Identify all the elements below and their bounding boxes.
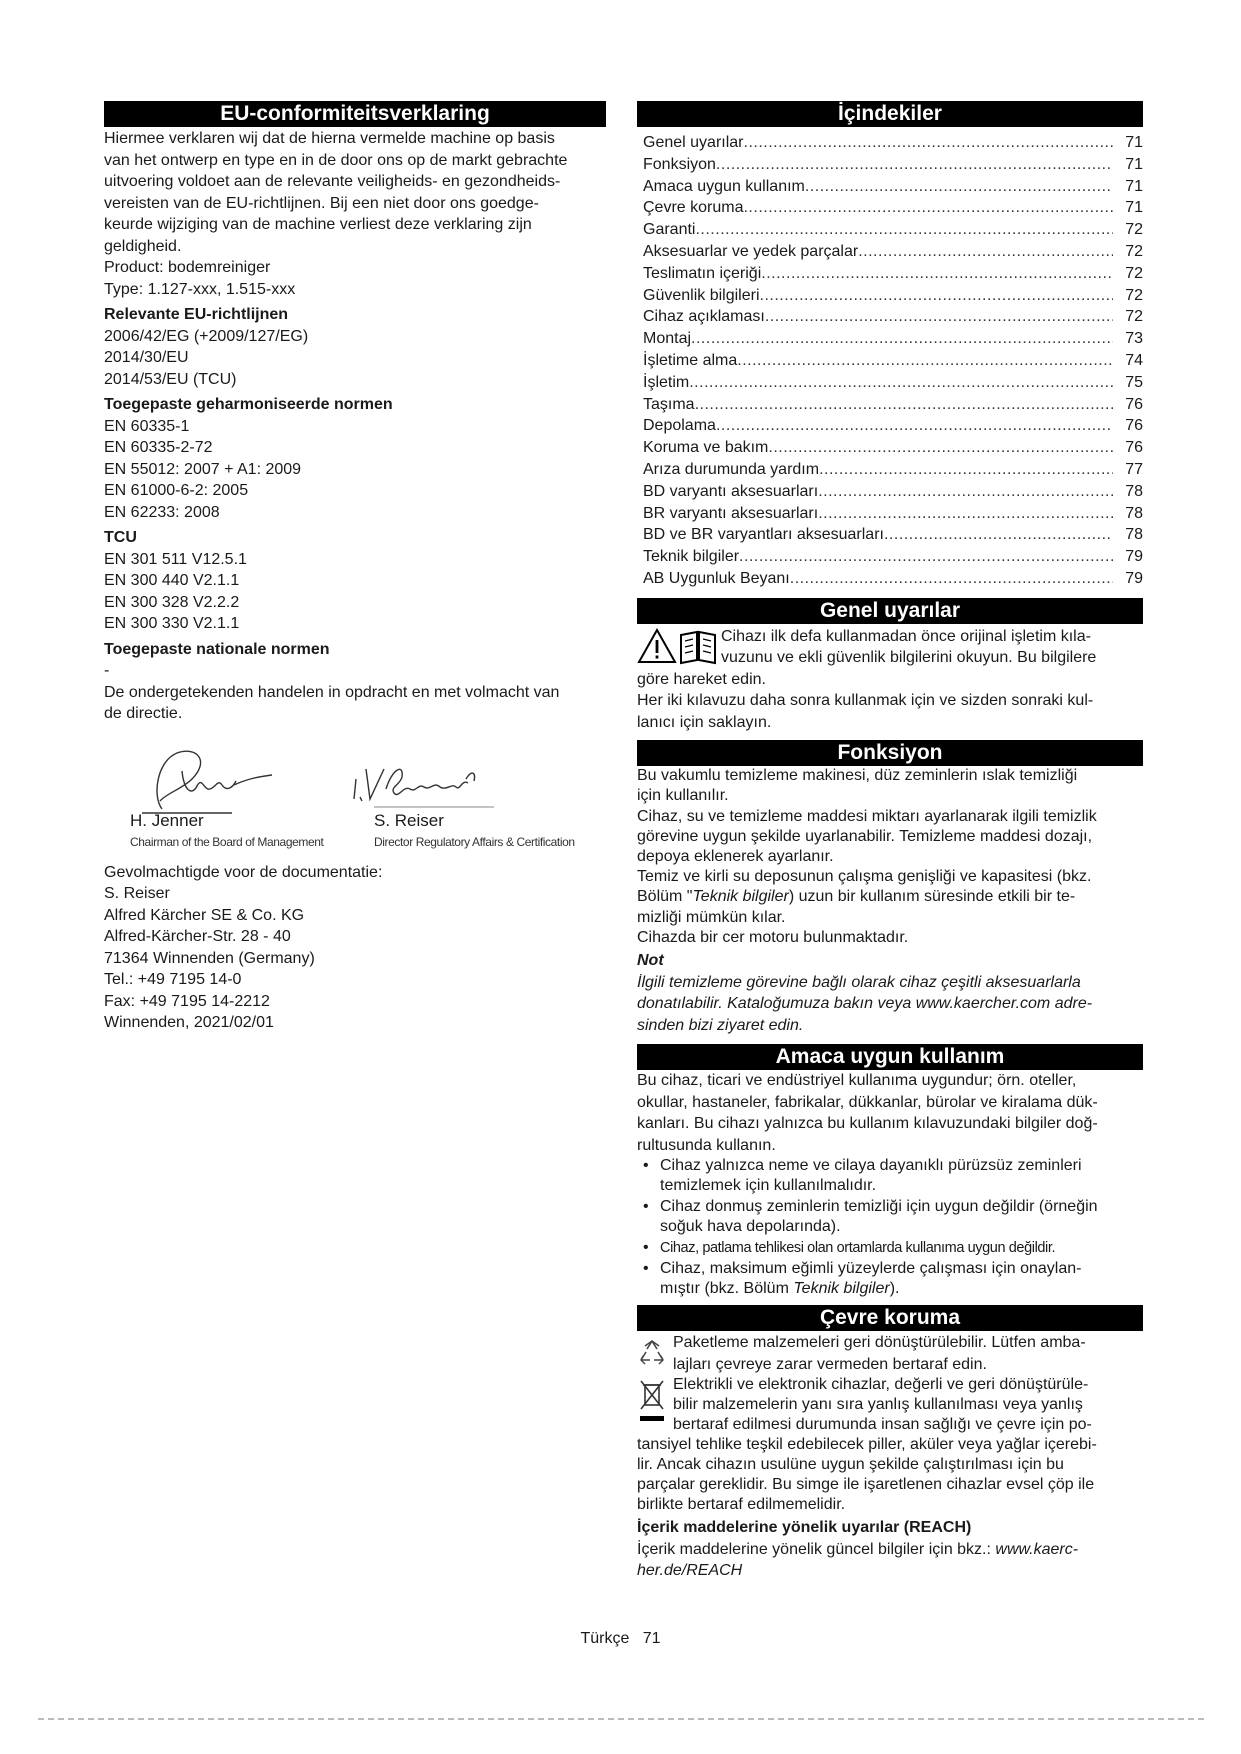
- weee-text: Elektrikli ve elektronik cihazlar, değerli ve geri dönüştürüle- bilir malzemelerin yanı sıra yanlış kullanılması veya yanlış bertaraf edilmesi durumunda insan sağlığı ve çevre için po-: [673, 1376, 1092, 1434]
- toc-item[interactable]: Garanti ..... 72: [643, 219, 1143, 241]
- general-warning-tail: göre hareket edin.: [637, 670, 766, 688]
- reach-link-continued[interactable]: her.de/REACH: [637, 1562, 743, 1580]
- national-value: -: [104, 662, 110, 679]
- keep-manuals-text: Her iki kılavuzu daha sonra kullanmak için ve sizden sonraki kul- lanıcı için saklayın.: [637, 692, 1094, 731]
- eu-declaration-heading: EU-conformiteitsverklaring: [104, 101, 606, 127]
- reach-text: İçerik maddelerine yönelik güncel bilgiler için bkz.: www.kaerc- her.de/REACH: [637, 1539, 1143, 1582]
- intended-use-heading: Amaca uygun kullanım: [637, 1044, 1143, 1070]
- signature-reiser: [344, 749, 504, 819]
- toc-item[interactable]: Depolama ..... 76: [643, 415, 1143, 437]
- harmonised-list: EN 60335-1 EN 60335-2-72 EN 55012: 2007 + A1: 2009 EN 61000-6-2: 2005 EN 62233: 2008: [104, 417, 302, 521]
- toc-item[interactable]: Teslimatın içeriği ..... 72: [643, 263, 1143, 285]
- crossed-bin-icon: [637, 1379, 673, 1428]
- intended-use-text: Bu cihaz, ticari ve endüstriyel kullanıma uygundur; örn. oteller, okullar, hastaneler, fabrikalar, dükkanlar, bürolar ve kiralama dük- kanları. Bu cihazı yalnızca bu kullanım kılavuzundaki bilgiler doğ- rultusunda kullanın.: [637, 1072, 1098, 1154]
- toc-item[interactable]: BD varyantı aksesuarları ..... 78: [643, 481, 1143, 503]
- toc-item[interactable]: AB Uygunluk Beyanı ..... 79: [643, 568, 1143, 590]
- general-warning-text: Cihazı ilk defa kullanmadan önce orijinal işletim kıla- vuzunu ve ekli güvenlik bilgilerini okuyun. Bu bilgilere: [721, 627, 1097, 667]
- eu-declaration-column: [104, 101, 606, 1034]
- toc-item[interactable]: Güvenlik bilgileri ..... 72: [643, 285, 1143, 307]
- directives-list: 2006/42/EG (+2009/127/EG) 2014/30/EU 2014/53/EU (TCU): [104, 327, 309, 388]
- table-of-contents: [643, 132, 1143, 590]
- eu-declaration-intro: Hiermee verklaren wij dat de hierna vermelde machine op basis van het ontwerp en type en in de door ons op de markt gebrachte uitvoering voldoet aan de relevante veiligheids- en gezondheids- vereisten van de EU-richtlijnen. Bij een niet door ons goedge- keurde wijziging van de machine verliest deze verklaring zijn geldigheid.: [104, 130, 568, 255]
- tcu-list: EN 301 511 V12.5.1 EN 300 440 V2.1.1 EN 300 328 V2.2.2 EN 300 330 V2.1.1: [104, 550, 247, 632]
- reach-link[interactable]: www.kaerc-: [995, 1540, 1079, 1558]
- technical-data-link[interactable]: Teknik bilgiler: [793, 1280, 890, 1298]
- general-warning-row: [637, 624, 1143, 669]
- recycling-icon: [637, 1338, 673, 1371]
- toc-item[interactable]: Çevre koruma ..... 71: [643, 197, 1143, 219]
- list-item: • Cihaz yalnızca neme ve cilaya dayanıklı pürüzsüz zeminleri temizlemek için kullanılmalıdır.: [637, 1156, 1143, 1196]
- toc-item[interactable]: İşletime alma ..... 74: [643, 350, 1143, 372]
- page-bottom-divider: [38, 1718, 1204, 1720]
- harmonised-title: Toegepaste geharmoniseerde normen: [104, 396, 393, 413]
- tcu-title: TCU: [104, 529, 137, 546]
- weee-row: [637, 1375, 1143, 1435]
- function-text: Bu vakumlu temizleme makinesi, düz zeminlerin ıslak temizliği için kullanılır. Cihaz, su ve temizleme maddesi miktarı ayarlanarak ilgili temizlik görevine uygun şekilde uyarlanabilir. Temizleme maddesi dozajı, depoya eklenerek ayarlanır. Temiz ve kirli su deposunun çalışma genişliği ve kapasitesi (bkz. Bölüm "Teknik bilgiler) uzun bir kullanım süresinde etkili bir te- mizliği mümkün kılar. Cihazda bir cer motoru bulunmaktadır.: [637, 767, 1097, 946]
- mandate-text: De ondergetekenden handelen in opdracht en met volmacht van de directie.: [104, 683, 560, 722]
- toc-item[interactable]: Koruma ve bakım ..... 76: [643, 437, 1143, 459]
- warning-icon: [637, 627, 677, 667]
- note-title: Not: [637, 952, 664, 970]
- general-warnings-heading: Genel uyarılar: [637, 598, 1143, 624]
- toc-item[interactable]: BR varyantı aksesuarları ..... 78: [643, 503, 1143, 525]
- signature-jenner: [122, 741, 302, 821]
- note-text: İlgili temizleme görevine bağlı olarak cihaz çeşitli aksesuarlarla donatılabilir. Kataloğumuza bakın veya www.kaercher.com adre- sinden bizi ziyaret edin.: [637, 973, 1093, 1034]
- recycling-text: Paketleme malzemeleri geri dönüştürülebilir. Lütfen amba- lajları çevreye zarar vermeden bertaraf edin.: [673, 1334, 1086, 1373]
- recycling-row: [637, 1332, 1143, 1375]
- toc-item[interactable]: Arıza durumunda yardım ..... 77: [643, 459, 1143, 481]
- list-item: • Cihaz, maksimum eğimli yüzeylerde çalışması için onaylan- mıştır (bkz. Bölüm Teknik bilgiler).: [637, 1259, 1143, 1299]
- documentation-contact: Gevolmachtigde voor de documentatie: S. Reiser Alfred Kärcher SE & Co. KG Alfred-Kärcher-Str. 28 - 40 71364 Winnenden (Germany) Tel.: +49 7195 14-0 Fax: +49 7195 14-2212 Winnenden, 2021/02/01: [104, 863, 383, 1031]
- toc-item[interactable]: BD ve BR varyantları aksesuarları ..... 78: [643, 524, 1143, 546]
- technical-data-link[interactable]: Teknik bilgiler: [692, 888, 789, 906]
- product-line: Product: bodemreiniger: [104, 259, 271, 276]
- list-item: • Cihaz donmuş zeminlerin temizliği için uygun değildir (örneğin soğuk hava depolarında).: [637, 1197, 1143, 1237]
- intended-use-list: [637, 1156, 1143, 1299]
- toc-item[interactable]: Montaj ..... 73: [643, 328, 1143, 350]
- turkish-content-column: [637, 101, 1143, 1582]
- toc-heading: İçindekiler: [637, 101, 1143, 127]
- reach-title: İçerik maddelerine yönelik uyarılar (REACH): [637, 1519, 972, 1537]
- toc-item[interactable]: Aksesuarlar ve yedek parçalar ..... 72: [643, 241, 1143, 263]
- signer-2-title: Director Regulatory Affairs & Certification: [374, 834, 575, 849]
- toc-item[interactable]: İşletim ..... 75: [643, 372, 1143, 394]
- toc-item[interactable]: Fonksiyon ..... 71: [643, 154, 1143, 176]
- function-heading: Fonksiyon: [637, 740, 1143, 766]
- toc-item[interactable]: Genel uyarılar ..... 71: [643, 132, 1143, 154]
- page-footer: Türkçe 71: [580, 1630, 661, 1647]
- signer-1-name: H. Jenner: [130, 810, 204, 830]
- list-item: • Cihaz, patlama tehlikesi olan ortamlarda kullanıma uygun değildir.: [637, 1238, 1143, 1258]
- toc-item[interactable]: Cihaz açıklaması ..... 72: [643, 306, 1143, 328]
- manual-book-icon: [677, 627, 721, 667]
- directives-title: Relevante EU-richtlijnen: [104, 306, 289, 323]
- toc-item[interactable]: Teknik bilgiler ..... 79: [643, 546, 1143, 568]
- toc-item[interactable]: Taşıma ..... 76: [643, 394, 1143, 416]
- weee-text-continued: tansiyel tehlike teşkil edebilecek piller, aküler veya yağlar içerebi- lir. Ancak cihazın usulüne uygun şekilde çalıştırılması için bu parçalar gereklidir. Bu simge ile işaretlenen cihazlar evsel çöp ile birlikte bertaraf edilmemelidir.: [637, 1436, 1097, 1514]
- signer-1-title: Chairman of the Board of Management: [130, 834, 324, 849]
- national-title: Toegepaste nationale normen: [104, 640, 330, 658]
- environment-heading: Çevre koruma: [637, 1305, 1143, 1331]
- toc-item[interactable]: Amaca uygun kullanım ..... 71: [643, 176, 1143, 198]
- type-line: Type: 1.127-xxx, 1.515-xxx: [104, 280, 296, 298]
- signer-2-name: S. Reiser: [374, 810, 444, 830]
- signature-block: [104, 741, 606, 856]
